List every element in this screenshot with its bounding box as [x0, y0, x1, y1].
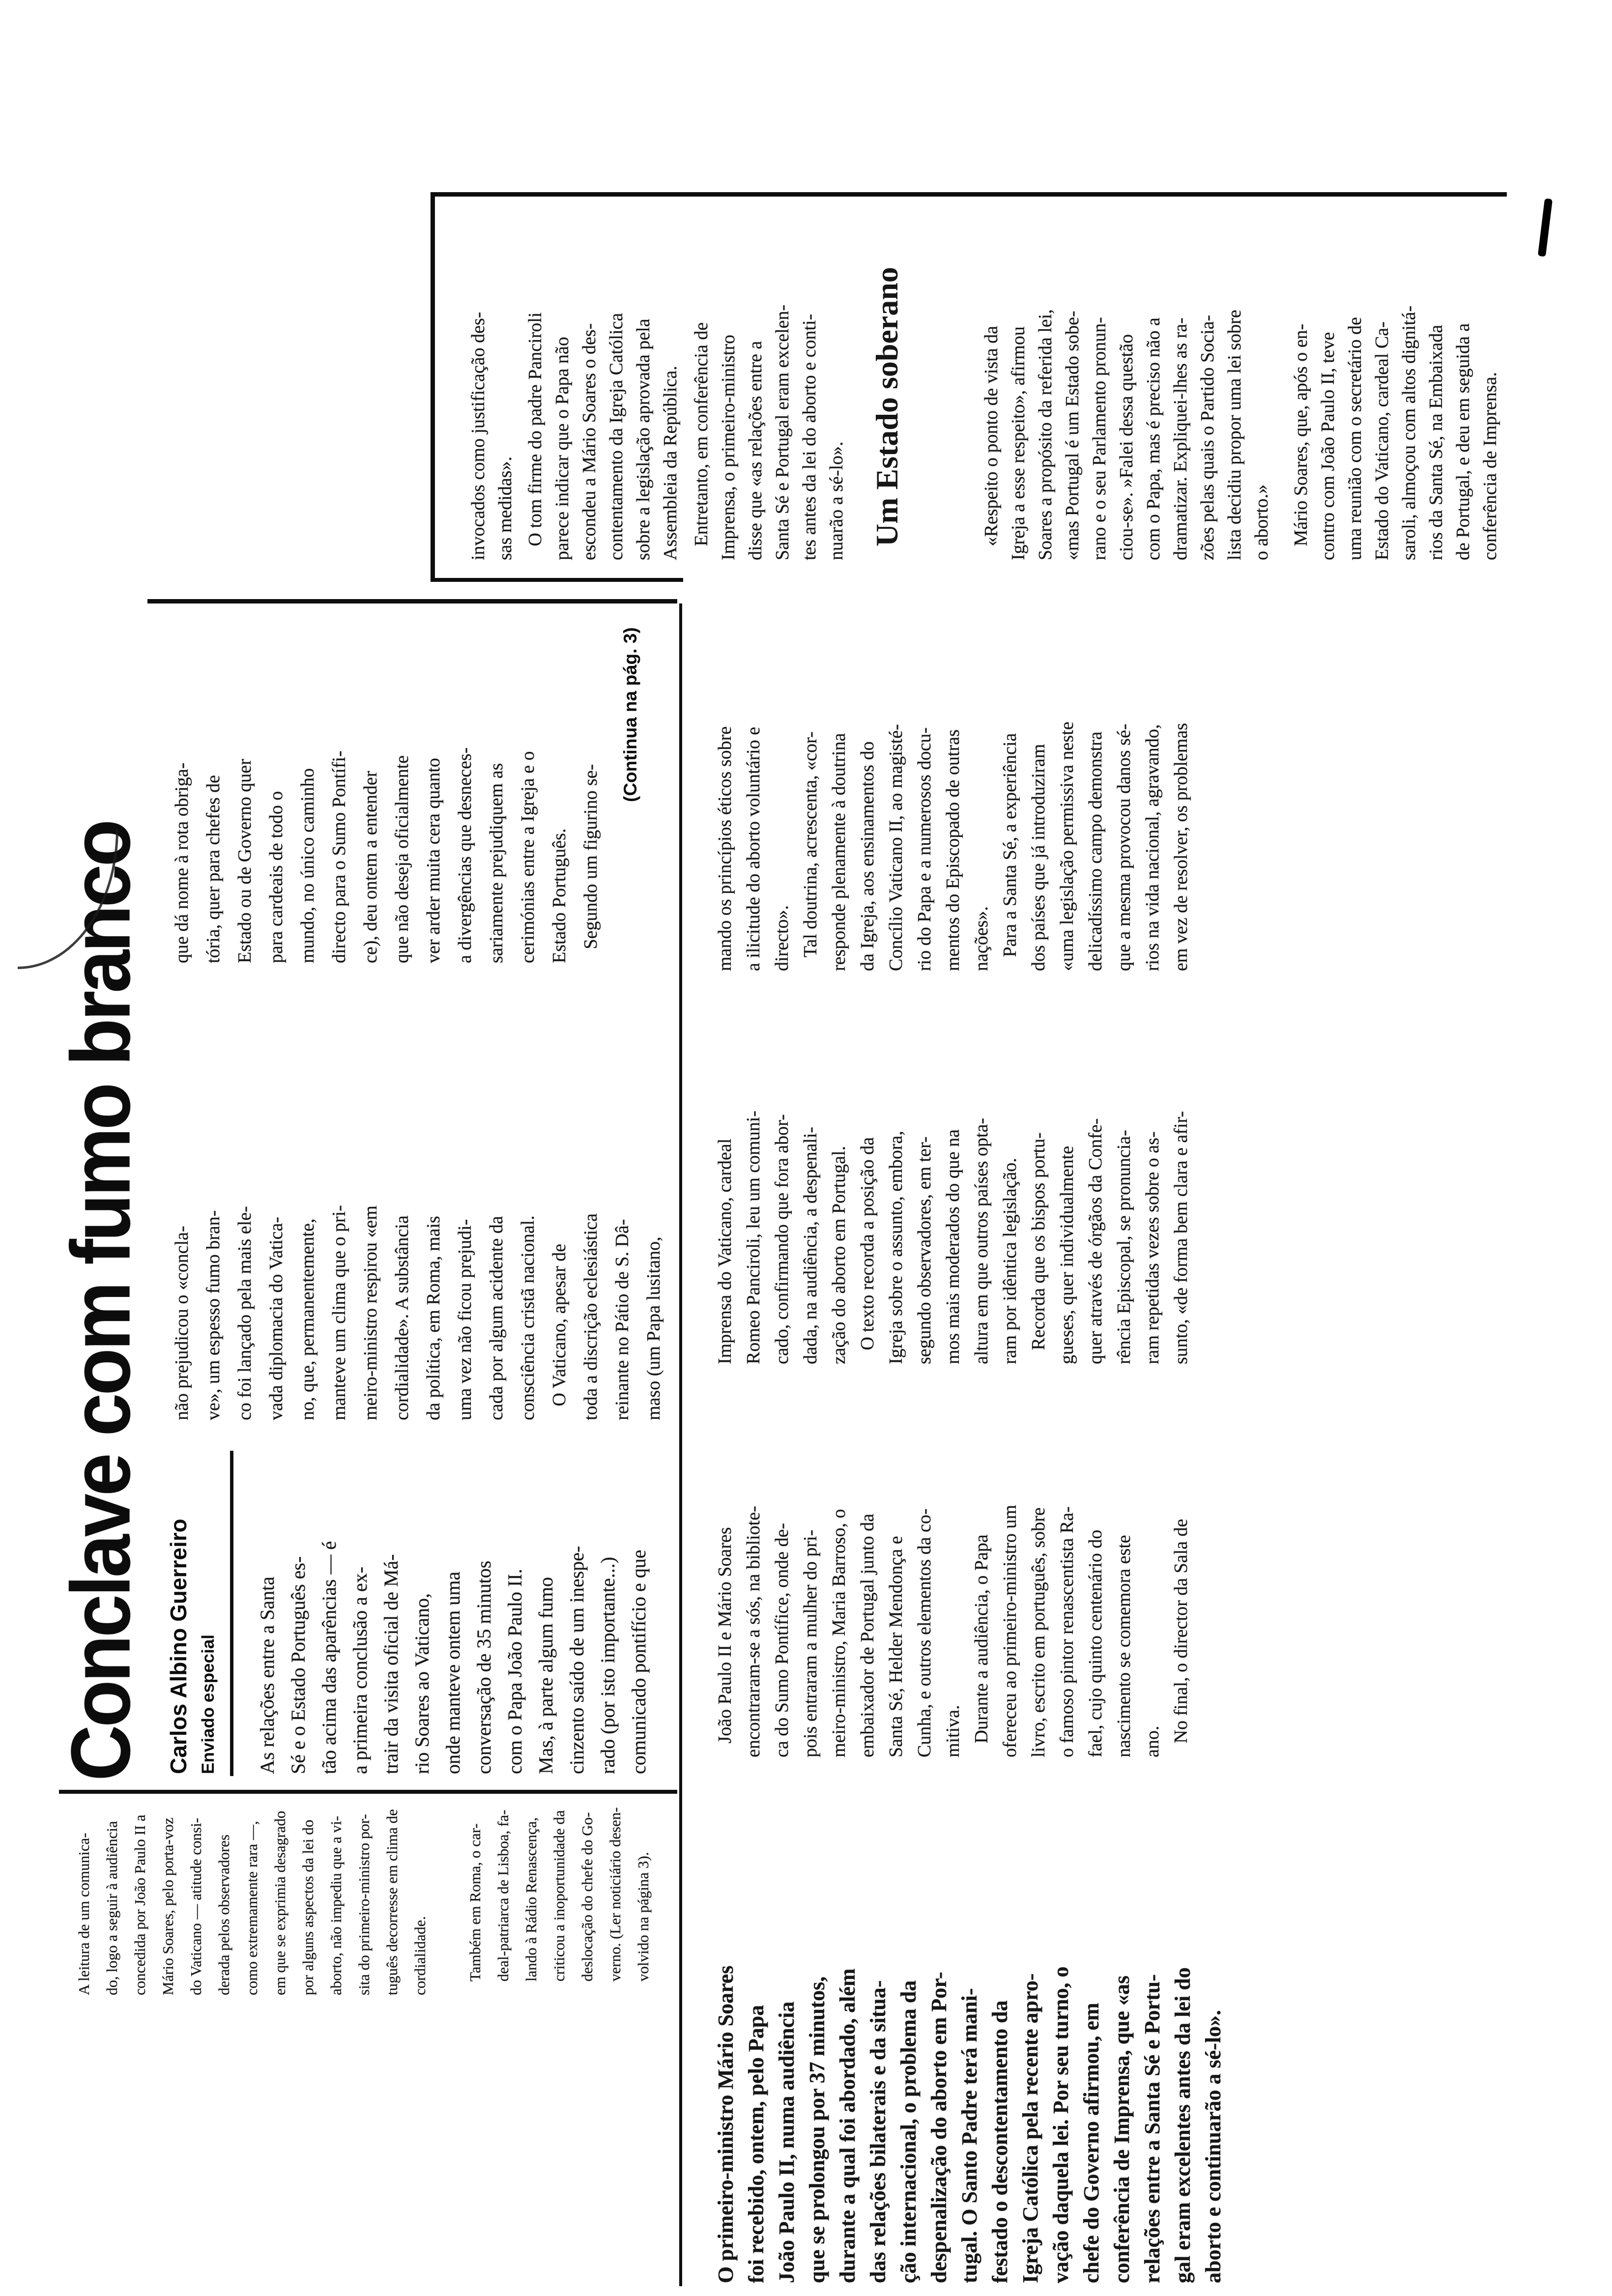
- text-line: meiro-ministro, Maria Barroso, o: [829, 1509, 849, 1757]
- text-line: consciência cristã nacional.: [518, 1215, 538, 1420]
- text-line: Igreja Católica pela recente apro-: [1018, 1973, 1042, 2283]
- text-line: invocados como justificação des-: [468, 312, 489, 560]
- text-line: cado, confirmando que fora abor-: [772, 1114, 792, 1364]
- text-line: lista decidiu propor uma lei sobre: [1224, 310, 1245, 560]
- text-line: concedida por João Paulo II a: [131, 1814, 148, 1995]
- text-line: deslocação do chefe do Go-: [578, 1812, 596, 1981]
- text-line: ofereceu ao primeiro-ministro um: [1000, 1505, 1020, 1757]
- text-line: do Vaticano — atitude consi-: [187, 1817, 204, 1995]
- text-line: rios na vida nacional, agravando,: [1142, 724, 1163, 971]
- text-line: mitiva.: [943, 1705, 963, 1757]
- text-line: Mário Soares, pelo porta-voz: [159, 1817, 176, 1995]
- text-line: rência Episcopal, se pronuncia-: [1114, 1130, 1134, 1364]
- text-line: ram repetidas vezes sobre o as-: [1142, 1131, 1163, 1364]
- text-line: directo».: [772, 905, 792, 971]
- text-line: O tom firme do padre Panciroli: [525, 312, 546, 560]
- text-line: «uma legislação permissiva neste: [1057, 721, 1077, 971]
- text-line: rio do Papa e a numerosos docu-: [914, 727, 935, 971]
- byline-rule: [230, 1451, 233, 1776]
- pen-dash-mark: [1538, 198, 1553, 257]
- text-line: gueses, quer individualmente: [1057, 1146, 1077, 1364]
- continued-on-page-3-note: (Continua na pág. 3): [620, 627, 640, 802]
- text-line: como extremamente rara —,: [243, 1821, 260, 1995]
- text-line: pois entraram a mulher do pri-: [800, 1529, 821, 1757]
- text-line: O primeiro-ministro Mário Soares: [714, 1965, 738, 2283]
- right-block-right-rule: [431, 192, 1507, 197]
- text-line: embaixador de Portugal junto da: [857, 1514, 878, 1757]
- text-line: tugal. O Santo Padre terá mani-: [957, 1988, 981, 2283]
- text-line: A leitura de um comunica-: [75, 1833, 92, 1995]
- text-line: rio Soares ao Vaticano,: [411, 1593, 433, 1774]
- text-line: conferência de Imprensa.: [1480, 372, 1500, 560]
- text-line: não prejudicou o «concla-: [172, 1226, 192, 1420]
- text-line: a divergências que desneces-: [455, 747, 475, 963]
- right-block-paragraph-3: [978, 206, 1275, 560]
- text-line: uma vez não ficou prejudi-: [455, 1219, 475, 1420]
- text-line: aborto e continuarão a sé-lo».: [1201, 2009, 1225, 2283]
- text-line: rado (por isto importante...): [597, 1556, 619, 1774]
- right-block-paragraph-0: [465, 206, 519, 560]
- text-line: meiro-ministro respirou «em: [360, 1205, 381, 1420]
- text-line: quer através de órgãos da Confe-: [1085, 1118, 1106, 1364]
- text-line: tão acima das aparências — é: [318, 1541, 340, 1774]
- text-line: ção internacional, o problema da: [896, 1980, 921, 2283]
- text-line: Sé e o Estado Português es-: [287, 1556, 309, 1774]
- text-line: nascimento se comemora este: [1114, 1535, 1134, 1757]
- text-line: delicadíssimo campo demonstra: [1085, 731, 1106, 971]
- text-line: O texto recorda a posição da: [857, 1137, 878, 1364]
- text-line: para cardeais de todo o: [266, 791, 287, 963]
- text-line: Cunha, e outros elementos da co-: [914, 1508, 935, 1757]
- text-line: directo para o Sumo Pontífi-: [329, 750, 349, 963]
- text-line: contentamento da Igreja Católica: [606, 313, 627, 560]
- text-line: nações».: [971, 906, 992, 971]
- text-line: aborto, não impediu que a vi-: [327, 1815, 345, 1995]
- text-line: relações entre a Santa Sé e Portu-: [1140, 1974, 1164, 2283]
- text-line: foi recebido, ontem, pelo Papa: [744, 2005, 768, 2283]
- text-line: segundo observadores, em ter-: [914, 1136, 935, 1364]
- text-line: a ilicitude do aborto voluntário e: [743, 726, 764, 971]
- story1-column-1: [252, 1450, 654, 1774]
- text-line: chefe do Governo afirmou, em: [1079, 2003, 1103, 2283]
- text-line: As relações entre a Santa: [256, 1576, 278, 1774]
- right-block-paragraph-2: [688, 206, 850, 560]
- text-line: João Paulo II e Mário Soares: [715, 1527, 735, 1757]
- text-line: toda a discrição eclesiástica: [580, 1213, 601, 1420]
- text-line: por alguns aspectos da lei do: [299, 1819, 317, 1995]
- text-line: altura em que outros países opta-: [971, 1118, 992, 1364]
- text-line: com o Papa, mas é preciso não a: [1143, 317, 1164, 560]
- text-line: fael, cujo quinto centenário do: [1085, 1529, 1106, 1757]
- text-line: Imprensa do Vaticano, cardeal: [715, 1138, 735, 1364]
- text-line: «Respeito o ponto de vista da: [981, 325, 1002, 560]
- text-line: uma reunião com o secretário de: [1345, 317, 1365, 560]
- text-line: encontraram-se a sós, na bibliote-: [743, 1506, 764, 1757]
- right-block-paragraph-4: [1288, 206, 1504, 560]
- text-line: dada, na audiência, a despenali-: [800, 1126, 821, 1364]
- text-line: rios da Santa Sé, na Embaixada: [1426, 324, 1446, 560]
- text-line: a primeira conclusão a ex-: [349, 1566, 371, 1774]
- text-line: em que se exprimia desagrado: [271, 1810, 288, 1995]
- text-line: Também em Roma, o car-: [466, 1823, 484, 1981]
- text-line: mando os princípios éticos sobre: [715, 726, 735, 971]
- right-block-left-rule: [435, 578, 683, 582]
- text-line: Santa Sé e Portugal eram excelen-: [772, 304, 793, 560]
- text-line: Mário Soares, que, após o en-: [1291, 323, 1311, 560]
- text-line: que não deseja oficialmente: [392, 755, 412, 963]
- text-line: Soares a propósito da referida lei,: [1035, 309, 1056, 560]
- text-line: Imprensa, o primeiro-ministro: [718, 334, 739, 560]
- text-line: nuarão a sé-lo».: [826, 441, 847, 560]
- text-line: derada pelos observadores: [215, 1834, 232, 1995]
- text-line: sas medidas».: [495, 456, 516, 560]
- text-line: com o Papa João Paulo II.: [504, 1569, 526, 1774]
- text-line: no, que, permanentemente,: [297, 1218, 318, 1420]
- text-line: da Igreja, aos ensinamentos do: [857, 741, 878, 971]
- text-line: «mas Portugal é um Estado sobe-: [1062, 311, 1083, 560]
- text-line: deal-patriarca de Lisboa, fa-: [494, 1809, 512, 1981]
- text-line: dramatizar. Expliquei-lhes as ra-: [1170, 317, 1191, 560]
- text-line: despenalização do aborto em Por-: [927, 1972, 951, 2283]
- text-line: da política, em Roma, mais: [423, 1216, 444, 1420]
- text-line: ver arder muita cera quanto: [423, 758, 444, 963]
- story1-column-3: [166, 639, 606, 963]
- text-line: Romeo Panciroli, leu um comuni-: [743, 1110, 764, 1364]
- text-line: das relações bilaterais e da situa-: [866, 1980, 890, 2283]
- text-line: Estado ou de Governo quer: [234, 759, 255, 963]
- text-line: lando à Rádio Renascença,: [522, 1817, 540, 1981]
- text-line: conversação de 35 minutos: [473, 1560, 495, 1774]
- story2-column-c: [711, 607, 1195, 971]
- text-line: escondeu a Mário Soares o des-: [579, 323, 600, 560]
- text-line: ram por idêntica legislação.: [1000, 1158, 1020, 1364]
- text-line: de Portugal, e deu em seguida a: [1453, 323, 1473, 560]
- text-line: ano.: [1142, 1725, 1163, 1757]
- text-line: o aborto.»: [1251, 484, 1272, 560]
- text-line: cordialidade». A substância: [392, 1215, 412, 1420]
- text-line: Mas, à parte algum fumo: [535, 1577, 557, 1774]
- text-line: sobre a legislação aprovada pela: [633, 318, 654, 560]
- text-line: onde manteve ontem uma: [442, 1571, 464, 1774]
- text-line: sita do primeiro-ministro por-: [355, 1814, 373, 1995]
- text-line: João Paulo II, numa audiência: [775, 2001, 799, 2283]
- headline: Conclave com fumo branco: [54, 822, 148, 1781]
- text-line: vada diplomacia do Vatica-: [266, 1217, 287, 1420]
- text-line: festado o descontentamento da: [988, 2000, 1012, 2283]
- text-line: O Vaticano, apesar de: [549, 1243, 570, 1420]
- text-line: Entretanto, em conferência de: [691, 322, 712, 560]
- right-block-top-rule: [431, 193, 435, 582]
- text-line: Durante a audiência, o Papa: [971, 1534, 992, 1757]
- text-line: cada por algum acidente da: [486, 1216, 507, 1420]
- text-line: verno. (Ler noticiário desen-: [606, 1807, 624, 1981]
- text-line: em vez de resolver, os problemas: [1171, 723, 1191, 971]
- text-line: disse que «as relações entre a: [745, 341, 766, 560]
- text-line: que dá nome à rota obriga-: [172, 762, 192, 963]
- text-line: mentos do Episcopado de outras: [943, 729, 963, 971]
- text-line: rano e o seu Parlamento pronun-: [1089, 317, 1110, 560]
- text-line: que a mesma provocou danos sé-: [1114, 723, 1134, 971]
- text-line: mos mais moderados do que na: [943, 1129, 963, 1364]
- lede-paragraph-2: [461, 1775, 657, 1981]
- text-line: dos países que já introduziram: [1028, 744, 1049, 971]
- text-line: Segundo um figurino se-: [580, 764, 601, 963]
- text-line: manteve um clima que o pri-: [329, 1205, 349, 1420]
- text-line: Igreja a esse respeito», afirmou: [1008, 326, 1029, 560]
- text-line: sariamente prejudiquem as: [486, 763, 507, 963]
- byline-author: Carlos Albino Guerreiro: [166, 1519, 191, 1774]
- text-line: livro, escrito em português, sobre: [1028, 1507, 1049, 1757]
- mid-column-rule: [147, 599, 677, 603]
- text-line: zação do aborto em Portugal.: [829, 1146, 849, 1364]
- text-line: No final, o director da Sala de: [1171, 1519, 1191, 1757]
- text-line: zões pelas quais o Partido Socia-: [1197, 315, 1218, 560]
- text-line: ciou-se». »Falei dessa questão: [1116, 334, 1137, 560]
- text-line: ce), deu ontem a entender: [360, 771, 381, 963]
- text-line: saroli, almoçou com altos dignitá-: [1399, 305, 1419, 560]
- text-line: parece indicar que o Papa não: [552, 337, 573, 560]
- text-line: cinzento saído de um inespe-: [566, 1546, 588, 1774]
- text-line: Tal doutrina, acrescenta, «cor-: [800, 731, 821, 971]
- text-line: que se prolongou por 37 minutos,: [805, 1976, 829, 2283]
- left-column-rule: [59, 1790, 677, 1794]
- subhead-um-estado-soberano: Um Estado soberano: [869, 267, 904, 546]
- story2-column-b: [711, 1001, 1195, 1364]
- text-line: cordialidade.: [411, 1916, 429, 1995]
- text-line: criticou a inoportunidade da: [550, 1810, 568, 1981]
- story1-column-2: [166, 1096, 669, 1420]
- text-line: tes antes da lei do aborto e conti-: [799, 314, 820, 560]
- text-line: reinante no Pátio de S. Dâ-: [612, 1219, 633, 1420]
- text-line: contro com João Paulo II, teve: [1318, 332, 1338, 560]
- text-line: o famoso pintor renascentista Ra-: [1057, 1506, 1077, 1757]
- text-line: conferência de Imprensa, que «as: [1110, 1975, 1134, 2283]
- text-line: Recorda que os bispos portu-: [1028, 1132, 1049, 1364]
- byline-role: Enviado especial: [199, 1634, 218, 1774]
- text-line: Estado Português.: [549, 828, 570, 963]
- text-line: responde plenamente à doutrina: [829, 733, 849, 971]
- right-block-paragraph-1: [522, 206, 684, 560]
- text-line: comunicado pontifício e que: [628, 1550, 650, 1774]
- story2-top-rule: [679, 603, 682, 2286]
- text-line: maso (um Papa lusitano,: [643, 1236, 664, 1420]
- text-line: ca do Sumo Pontífice, onde de-: [772, 1522, 792, 1757]
- text-line: do, logo a seguir à audiência: [103, 1821, 120, 1995]
- text-line: gal eram excelentes antes da lei do: [1171, 1967, 1195, 2283]
- text-line: tória, quer para chefes de: [203, 775, 224, 963]
- text-line: Estado do Vaticano, cardeal Ca-: [1372, 321, 1392, 560]
- text-line: Santa Sé, Helder Mendonça e: [886, 1536, 906, 1757]
- story2-bold-intro: [711, 1777, 1229, 2283]
- text-line: durante a qual foi abordado, além: [835, 1968, 860, 2283]
- lede-paragraph-1: [70, 1789, 434, 1995]
- text-line: co foi lançado pela mais ele-: [234, 1206, 255, 1420]
- text-line: mundo, no único caminho: [297, 768, 318, 963]
- text-line: trair da visita oficial de Má-: [380, 1554, 402, 1774]
- text-line: sunto, «de forma bem clara e afir-: [1171, 1111, 1191, 1364]
- text-line: Assembleia da República.: [660, 366, 681, 560]
- text-line: vação daquela lei. Por seu turno, o: [1049, 1966, 1073, 2283]
- text-line: Igreja sobre o assunto, embora,: [886, 1131, 906, 1364]
- story2-column-a: [711, 1394, 1195, 1757]
- text-line: ve», um espesso fumo bran-: [203, 1210, 224, 1420]
- text-line: Para a Santa Sé, a experiência: [1000, 733, 1020, 971]
- text-line: tuguês decorresse em clima de: [383, 1809, 401, 1995]
- text-line: Concílio Vaticano II, ao magisté-: [886, 724, 906, 971]
- text-line: cerimónias entre a Igreja e o: [518, 751, 538, 963]
- text-line: volvido na página 3).: [634, 1852, 652, 1981]
